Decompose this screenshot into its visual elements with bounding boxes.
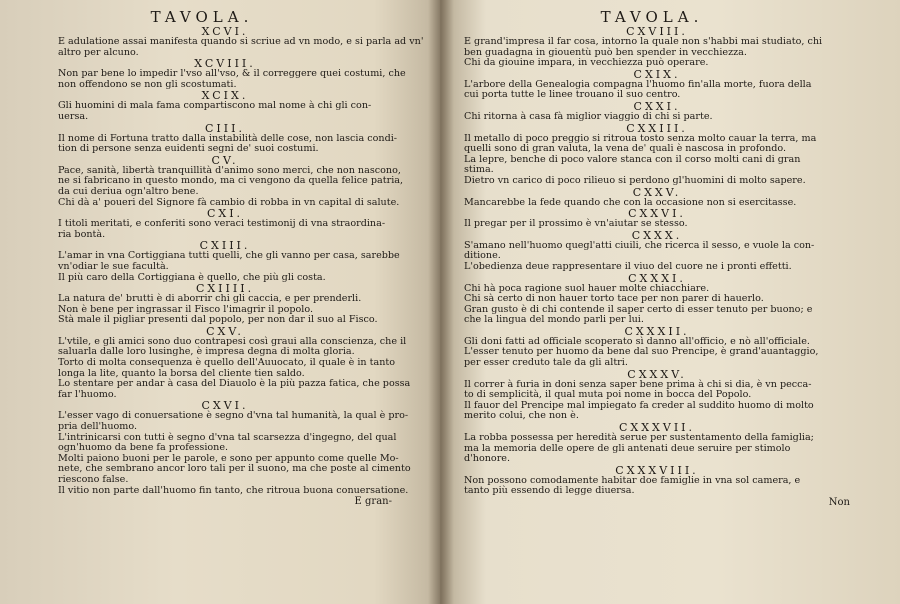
entry-line: Il metallo di poco preggio si ritroua tosto senza molto cauar la terra, ma <box>464 132 817 144</box>
section-number: CIII. <box>205 121 245 135</box>
section-number: CXIII. <box>199 239 251 253</box>
entry-line: da cui deriua ogn'altro bene. <box>58 185 199 197</box>
entry-line: per esser creduto tale da gli altri. <box>464 357 628 369</box>
section-number: CXXXVII. <box>618 421 696 435</box>
entry-line: Chi ritorna à casa fà miglior viaggio di chi si parte. <box>464 110 713 122</box>
entry-line: to di semplicità, il qual muta poi nome in bocca del Popolo. <box>464 389 752 401</box>
entry-line: Il vitio non parte dall'huomo fin tanto, che ritroua buona conuersatione. <box>58 484 409 496</box>
entry-line: cui porta tutte le linee trouano il suo centro. <box>464 89 681 101</box>
entry-line: non offendono se non gli scostumati. <box>58 78 237 90</box>
entry-line: Il fauor del Prencipe mal impiegato fa creder al suddito huomo di molto <box>464 399 814 411</box>
entry-line: quelli sono di gran valuta, la vena de' quali è nascosa in profondo. <box>464 143 787 155</box>
right-page <box>440 0 900 604</box>
entry-line: Dietro vn carico di poco rilieuo si perdono gl'huomini di molto sapere. <box>464 174 806 186</box>
section-number: CXXIII. <box>626 121 688 135</box>
entry-line: E adulatione assai manifesta quando si scriue ad vn modo, e si parla ad vn' <box>58 36 424 47</box>
entry-line: che la lingua del mondo parli per lui. <box>464 314 644 326</box>
entry-line: La lepre, benche di poco valore stanca con il corso molti cani di gran <box>464 153 801 165</box>
entry-line: Pace, sanità, libertà tranquillità d'animo sono merci, che non nascono, <box>58 164 401 176</box>
entry-line: Non è bene per ingrassar il Fisco l'imagrir il popolo. <box>58 303 314 315</box>
page-header: TAVOLA. <box>600 8 704 26</box>
entry-line: ma la memoria delle opere de gli antenati deue seruire per stimolo <box>464 442 791 454</box>
catchword: Non <box>828 497 850 508</box>
section-number: CXXV. <box>632 185 682 199</box>
entry-line: longa la lite, quanto la borsa del cliente tien saldo. <box>58 367 305 379</box>
section-number: CXIIII. <box>195 282 255 296</box>
entry-line: tanto più essendo di legge diuersa. <box>464 485 635 497</box>
entry-line: Non possono comodamente habitar doe famiglie in vna sol camera, e <box>464 474 801 486</box>
entry-line: Molti paiono buoni per le parole, e sono per appunto come quelle Mo- <box>58 452 399 464</box>
entry-line: d'honore. <box>464 453 511 465</box>
entry-line: Il correr à furia in doni senza saper bene prima à chi si dia, è vn pecca- <box>464 378 812 390</box>
section-number: CXXI. <box>633 99 681 113</box>
entry-line: L'esser tenuto per huomo da bene dal suo Prencipe, è grand'auantaggio, <box>464 346 819 358</box>
entry-line: Non par bene lo impedir l'vso all'vso, & il correggere quei costumi, che <box>58 68 406 80</box>
right-column <box>464 8 850 509</box>
entry-line: riescono false. <box>58 474 129 485</box>
section-number: CXXVI. <box>628 207 686 221</box>
section-number: XCVIII. <box>194 57 256 71</box>
section-number: CXV. <box>206 324 244 338</box>
section-number: CXI. <box>206 207 244 221</box>
entry-line: tion di persone senza euidenti segni de' suoi costumi. <box>58 143 319 155</box>
entry-line: La natura de' brutti è di aborrir chi gli caccia, e per prenderli. <box>58 293 362 305</box>
index-entries <box>464 26 850 497</box>
left-page <box>0 0 440 604</box>
section-number: CXXX. <box>631 228 683 242</box>
entry-line: Torto di molta consequenza è quello dell'Auuocato, il quale è in tanto <box>58 357 396 369</box>
entry-line: vn'odiar le sue facultà. <box>58 260 169 272</box>
entry-line: ditione. <box>464 250 501 262</box>
entry-line: Il più caro della Cortiggiana è quello, che più gli costa. <box>58 271 326 283</box>
entry-line: Il pregar per il prossimo è vn'aiutar se stesso. <box>464 218 688 230</box>
entry-line: far l'huomo. <box>58 388 117 400</box>
section-number: CXVI. <box>201 399 249 413</box>
index-entries <box>58 25 424 496</box>
entry-line: merito colui, che non è. <box>464 410 579 422</box>
catchword: E gran- <box>354 496 392 508</box>
entry-line: uersa. <box>58 110 89 122</box>
section-number: XCIX. <box>201 89 249 103</box>
entry-line: altro per alcuno. <box>58 46 139 58</box>
entry-line: Gli doni fatti ad officiale scoperato sì danno all'officio, e nò all'officiale. <box>464 335 810 347</box>
left-column <box>58 8 424 508</box>
entry-line: Chi dà a' poueri del Signore fà cambio di robba in vn capital di salute. <box>58 196 400 208</box>
entry-line: L'vtile, e gli amici sono duo contrapesi così graui alla conscienza, che il <box>58 335 407 347</box>
entry-line: Chi sà certo di non hauer torto tace per non parer di hauerlo. <box>464 293 764 305</box>
entry-line: I titoli meritati, e conferiti sono veraci testimonij di vna straordina- <box>58 218 386 230</box>
section-number: CXXXV. <box>627 367 687 381</box>
section-number: CXXXII. <box>624 324 690 338</box>
section-number: CXXXI. <box>628 271 686 285</box>
entry-line: L'amar in vna Cortiggiana tutti quelli, che gli vanno per casa, sarebbe <box>58 250 400 262</box>
entry-line: ben guadagna in giouentù può ben spender in vecchiezza. <box>464 46 747 58</box>
entry-line: ne si fabricano in questo mondo, ma ci vengono da quella felice patria, <box>58 175 404 187</box>
entry-line: stima. <box>464 164 494 176</box>
page-header: TAVOLA. <box>150 8 254 26</box>
entry-line: saluarla dalle loro lusinghe, è impresa degna di molta gloria. <box>58 346 355 358</box>
entry-line: nete, che sembrano ancor loro tali per il suono, ma che poste al cimento <box>58 463 411 475</box>
entry-line: Gli huomini di mala fama compartiscono mal nome à chi gli con- <box>58 100 372 112</box>
section-number: CV. <box>211 153 239 167</box>
section-number: XCVI. <box>201 25 249 38</box>
entry-line: L'obedienza deue rappresentare il viuo del cuore ne i pronti effetti. <box>464 260 792 272</box>
entry-line: L'arbore della Genealogia compagna l'huomo fin'alla morte, fuora della <box>464 78 812 90</box>
entry-line: L'intrinicarsi con tutti è segno d'vna tal scarsezza d'ingegno, del qual <box>58 431 397 443</box>
entry-line: Stà male il pigliar presenti dal popolo, per non dar il suo al Fisco. <box>58 314 378 326</box>
section-number: CXIX. <box>633 67 681 81</box>
entry-line: Mancarebbe la fede quando che con la occasione non si esercitasse. <box>464 196 797 208</box>
entry-line: Il nome di Fortuna tratto dalla instabilità delle cose, non lascia condi- <box>58 132 398 144</box>
entry-line: S'amano nell'huomo quegl'atti ciuili, che ricerca il sesso, e vuole la con- <box>464 239 815 251</box>
entry-line: pria dell'huomo. <box>58 421 138 433</box>
entry-line: ria bontà. <box>58 228 106 240</box>
entry-line: E grand'impresa il far cosa, intorno la quale non s'habbi mai studiato, chi <box>464 36 823 47</box>
entry-line: Chi da giouine impara, in vecchiezza può operare. <box>464 57 709 69</box>
section-number: CXVIII. <box>626 25 688 38</box>
entry-line: ogn'huomo da bene fa professione. <box>58 442 229 454</box>
entry-line: L'esser vago di conuersatione è segno d'vna tal humanità, la qual è pro- <box>58 410 409 422</box>
entry-line: Chi hà poca ragione suol hauer molte chiacchiare. <box>464 282 710 294</box>
entry-line: Gran gusto è di chi contende il saper certo di esser tenuto per buono; e <box>464 303 813 315</box>
entry-line: Lo stentare per andar à casa del Diauolo è la più pazza fatica, che possa <box>58 378 411 390</box>
entry-line: La robba possessa per heredità serue per sustentamento della famiglia; <box>464 432 814 444</box>
section-number: CXXXVIII. <box>615 463 699 477</box>
